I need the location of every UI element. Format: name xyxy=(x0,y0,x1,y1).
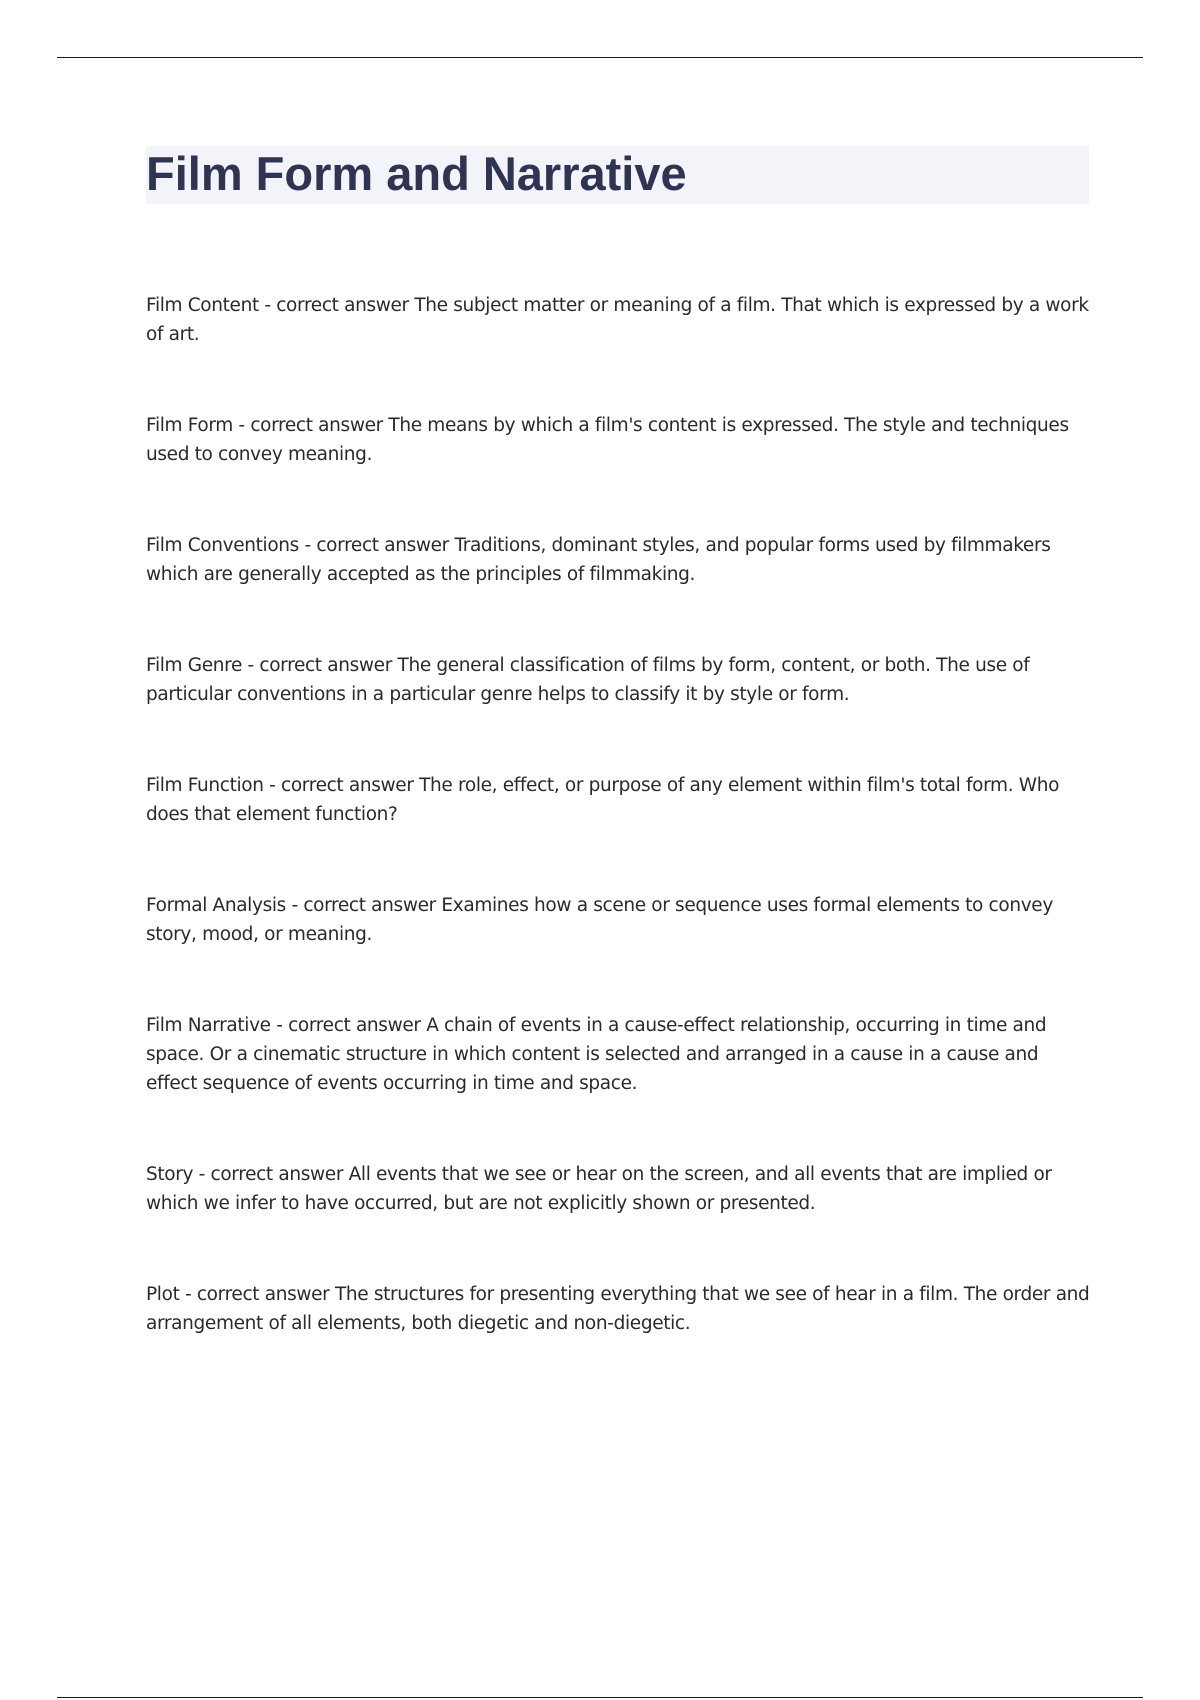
flashcard-entry: Formal Analysis - correct answer Examines how a scene or sequence uses formal elements to convey story, mood, or meaning. xyxy=(146,895,1053,945)
flashcard-entry: Film Genre - correct answer The general classification of films by form, content, or both. The use of particular conventions in a particular genre helps to classify it by style or form. xyxy=(146,655,1030,705)
flashcard-entry: Film Form - correct answer The means by which a film's content is expressed. The style and techniques used to convey meaning. xyxy=(146,415,1069,465)
flashcard-entry: Film Content - correct answer The subject matter or meaning of a film. That which is expressed by a work of art. xyxy=(146,295,1089,345)
flashcard-entry: Story - correct answer All events that we see or hear on the screen, and all events that are implied or which we infer to have occurred, but are not explicitly shown or presented. xyxy=(146,1164,1052,1214)
bottom-rule xyxy=(57,1697,1143,1698)
top-rule xyxy=(57,57,1143,58)
flashcard-entry: Film Function - correct answer The role, effect, or purpose of any element within film's total form. Who does that element function? xyxy=(146,775,1060,825)
flashcard-entry: Film Conventions - correct answer Traditions, dominant styles, and popular forms used by filmmakers which are generally accepted as the principles of filmmaking. xyxy=(146,535,1051,585)
flashcard-entry: Plot - correct answer The structures for presenting everything that we see of hear in a film. The order and arrangement of all elements, both diegetic and non-diegetic. xyxy=(146,1284,1090,1334)
page-title: Film Form and Narrative xyxy=(146,147,687,200)
flashcard-entry: Film Narrative - correct answer A chain of events in a cause-effect relationship, occurring in time and space. Or a cinematic structure in which content is selected and arranged in a cause in a cause and effect sequence of events occurring in time and space. xyxy=(146,1015,1047,1094)
